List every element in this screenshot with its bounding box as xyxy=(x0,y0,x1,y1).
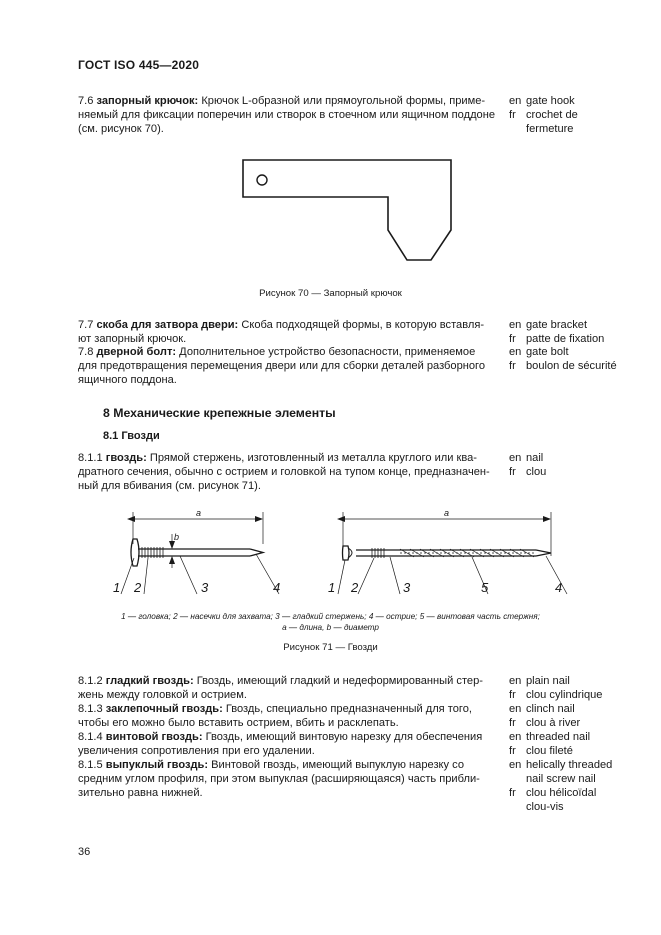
label-5-right: 5 xyxy=(481,580,489,595)
equivalents-7-7: en gate bracket fr patte de fixation xyxy=(509,319,605,345)
equivalents-8-1-4: en threaded nail fr clou fileté xyxy=(509,731,591,757)
section-8-title: 8 Механические крепежные элементы xyxy=(103,406,336,420)
equivalents-8-1-5: en helically threaded nail screw nail fr clou hélicoïdal clou-vis xyxy=(509,759,613,813)
term-name: скоба для затвора двери: xyxy=(96,319,239,331)
term-8-1-3: 8.1.3 заклепочный гвоздь: Гвоздь, специально предназначенный для того, чтобы его можно было вставить острием, вбить и расклепать. xyxy=(78,703,472,729)
gate-hook-outline xyxy=(243,160,451,260)
page-number: 36 xyxy=(78,846,91,858)
term-7-7: 7.7 скоба для затвора двери: Скоба подходящей формы, в которую вставля- ют запорный крючок. xyxy=(78,319,485,345)
term-name: гладкий гвоздь: xyxy=(105,675,194,687)
label-3-right: 3 xyxy=(403,580,411,595)
term-8-1-2: 8.1.2 гладкий гвоздь: Гвоздь, имеющий гладкий и недеформированный стер- жень между головкой и острием. xyxy=(78,675,483,701)
label-a-left: a xyxy=(196,508,202,518)
label-2-left: 2 xyxy=(134,580,142,595)
term-8-1-4: 8.1.4 винтовой гвоздь: Гвоздь, имеющий винтовую нарезку для обеспечения увеличения сопротивления при его удалении. xyxy=(78,731,483,757)
equivalents-8-1-1: en nail fr clou xyxy=(509,452,547,478)
term-name: винтовой гвоздь: xyxy=(105,731,203,743)
label-2-right: 2 xyxy=(351,580,359,595)
equivalents-7-8: en gate bolt fr boulon de sécurité xyxy=(509,346,617,372)
term-7-8: 7.8 дверной болт: Дополнительное устройство безопасности, применяемое для предотвращения перемещения двери или для сборки деталей разборного ящичного поддона. xyxy=(78,346,486,386)
term-name: гвоздь: xyxy=(105,452,147,464)
label-4-right: 4 xyxy=(555,580,563,595)
threaded-nail-drawing xyxy=(338,512,567,594)
term-8-1-5: 8.1.5 выпуклый гвоздь: Винтовой гвоздь, имеющий выпуклую нарезку со средним углом профиля, при этом выпуклая (расширяющаяся) часть прибли- зительно равна нижней. xyxy=(78,759,480,799)
label-a-right: a xyxy=(444,508,450,518)
equivalents-7-6: en gate hook fr crochet de fermeture xyxy=(509,95,578,135)
figure-71-caption: Рисунок 71 — Гвозди xyxy=(283,642,378,653)
label-1-left: 1 xyxy=(113,580,121,595)
equivalents-8-1-2: en plain nail fr clou cylindrique xyxy=(509,675,603,701)
document-header: ГОСТ ISO 445—2020 xyxy=(78,58,200,72)
figure-70-caption: Рисунок 70 — Запорный крючок xyxy=(259,288,402,299)
label-b-left: b xyxy=(174,532,180,542)
label-3-left: 3 xyxy=(201,580,209,595)
figure-71-legend: 1 — головка; 2 — насечки для захвата; 3 — гладкий стержень; 4 — острие; 5 — винтовая часть стержня; a — длина, b — диаметр xyxy=(121,612,540,632)
term-name: запорный крючок: xyxy=(96,95,199,107)
nails-figure xyxy=(100,500,570,605)
term-7-6: 7.6 запорный крючок: Крючок L-образной или прямоугольной формы, приме- няемый для фиксации поперечин или створок в стоечном или ящичном поддоне (см. рисунок 70). xyxy=(78,95,496,135)
gate-hook-hole xyxy=(257,175,267,185)
gate-hook-figure xyxy=(230,150,460,275)
equivalents-8-1-3: en clinch nail fr clou à river xyxy=(509,703,581,729)
label-1-right: 1 xyxy=(328,580,336,595)
term-8-1-1: 8.1.1 гвоздь: Прямой стержень, изготовленный из металла круглого или ква- дратного сечения, обычно с острием и головкой на тупом конце, предназначен- ный для вбивания (см. рисунок 71). xyxy=(78,452,490,492)
term-name: дверной болт: xyxy=(96,346,177,358)
term-name: выпуклый гвоздь: xyxy=(105,759,209,771)
section-8-1-title: 8.1 Гвозди xyxy=(103,430,160,442)
term-name: заклепочный гвоздь: xyxy=(105,703,223,715)
label-4-left: 4 xyxy=(273,580,281,595)
